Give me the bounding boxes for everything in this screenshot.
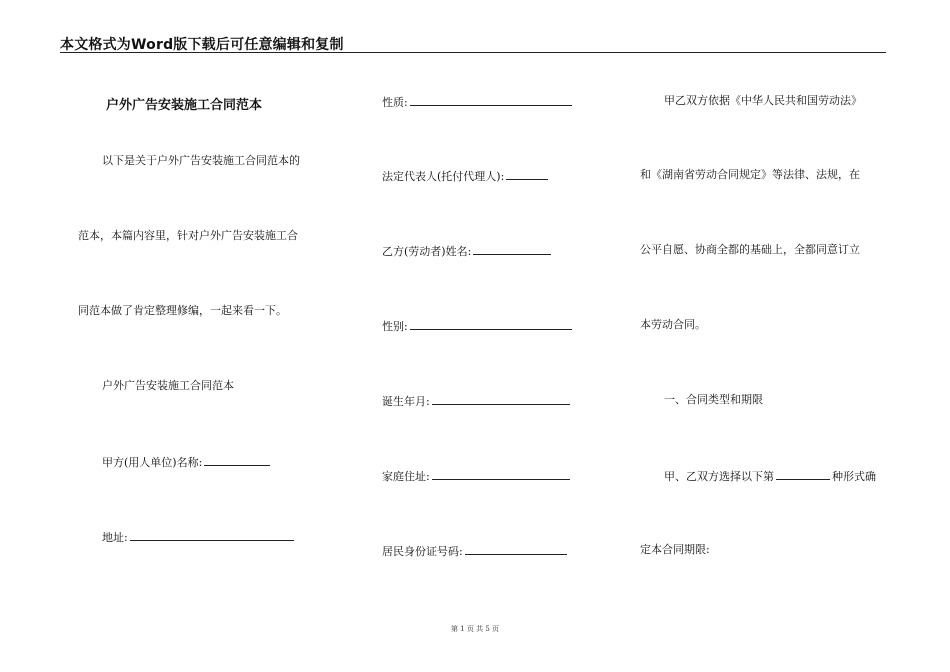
address-row	[102, 529, 294, 545]
header-divider	[60, 52, 886, 53]
document-header: 本文格式为Word版下载后可任意编辑和复制	[60, 37, 344, 53]
address-label: 地址:	[102, 531, 128, 544]
legal-rep-row	[382, 168, 548, 184]
legal-rep-label: 法定代表人(托付代理人):	[382, 170, 505, 183]
party-a-name-blank	[204, 454, 270, 466]
section-subtitle: 户外广告安装施工合同范本	[102, 379, 234, 392]
law-basis-line-2: 和《湖南省劳动合同规定》等法律、法规，在	[640, 168, 860, 181]
party-a-name-row	[102, 454, 270, 470]
contract-term-post: 种形式确	[832, 470, 876, 483]
nature-blank	[410, 94, 572, 106]
contract-term-pre: 甲、乙双方选择以下第	[664, 470, 774, 483]
law-basis-line-4: 本劳动合同。	[640, 318, 706, 331]
nature-row	[382, 94, 572, 110]
home-address-label: 家庭住址:	[382, 470, 430, 483]
gender-blank	[410, 318, 572, 330]
contract-term-line-2: 定本合同期限:	[640, 543, 710, 556]
birth-label: 诞生年月:	[382, 395, 430, 408]
law-basis-line-3: 公平自愿、协商全都的基础上，全都同意订立	[640, 243, 860, 256]
document-title: 户外广告安装施工合同范本	[106, 98, 263, 113]
intro-line-1: 以下是关于户外广告安装施工合同范本的	[102, 154, 300, 167]
id-number-label: 居民身份证号码:	[382, 545, 463, 558]
party-b-name-label: 乙方(劳动者)姓名:	[382, 245, 472, 258]
home-address-row	[382, 468, 570, 484]
home-address-blank	[432, 468, 570, 480]
id-number-blank	[465, 543, 567, 555]
party-a-name-label: 甲方(用人单位)名称:	[102, 456, 203, 469]
legal-rep-blank	[506, 168, 548, 180]
address-blank	[130, 529, 294, 541]
birth-blank	[432, 393, 570, 405]
nature-label: 性质:	[382, 96, 408, 109]
gender-row	[382, 318, 572, 334]
id-number-row	[382, 543, 567, 559]
section-1-heading: 一、合同类型和期限	[664, 393, 763, 406]
birth-row	[382, 393, 570, 409]
party-b-name-row	[382, 243, 551, 259]
page-footer: 第 1 页 共 5 页	[450, 625, 500, 633]
intro-line-3: 同范本做了肯定整理修编，一起来看一下。	[78, 304, 287, 317]
law-basis-line-1: 甲乙双方依据《中华人民共和国劳动法》	[664, 94, 862, 107]
gender-label: 性别:	[382, 320, 408, 333]
contract-term-row	[664, 468, 876, 484]
party-b-name-blank	[473, 243, 551, 255]
contract-term-blank	[776, 468, 830, 480]
intro-line-2: 范本，本篇内容里，针对户外广告安装施工合	[78, 229, 298, 242]
